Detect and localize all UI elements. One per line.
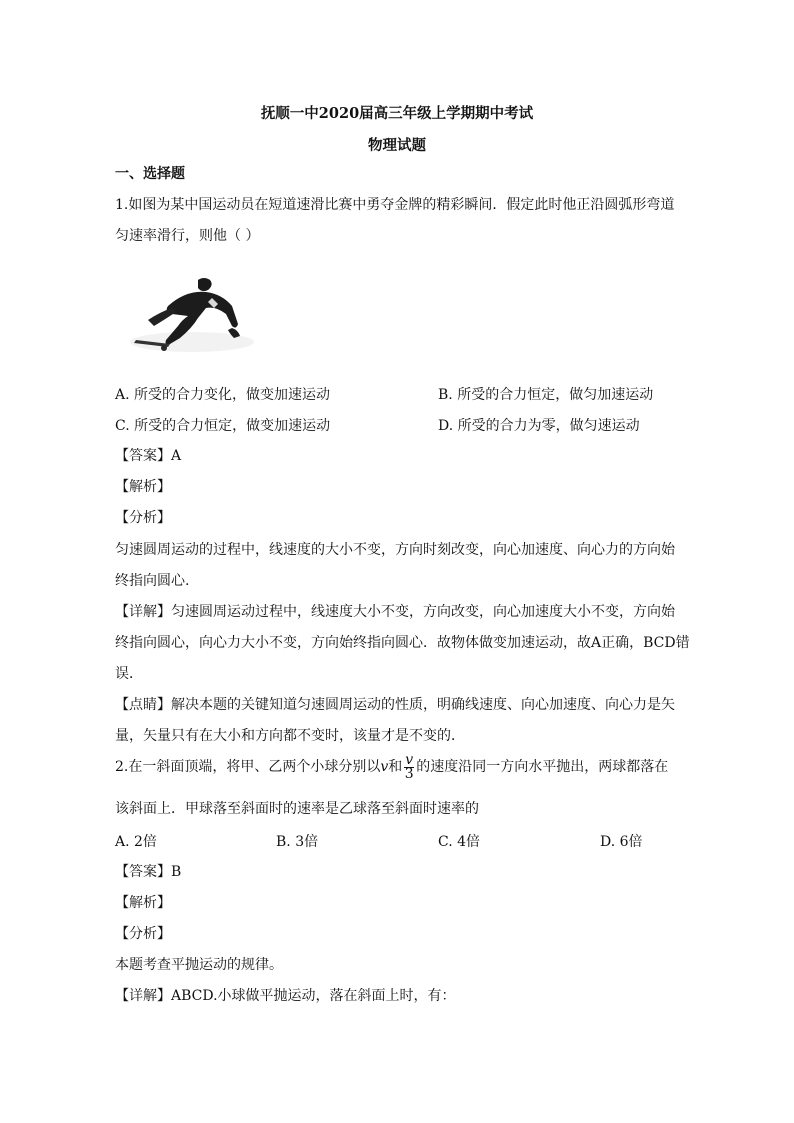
q2-fraction <box>404 751 414 782</box>
q1-option-d: D. 所受的合力为零，做匀速运动 <box>438 418 640 434</box>
q2-stem-pre: 2.在一斜面顶端，将甲、乙两个小球分别以 <box>115 759 381 775</box>
q1-option-a: A. 所受的合力变化，做变加速运动 <box>115 387 331 403</box>
q2-xiangjie-text1: ABCD.小球做平抛运动，落在斜面上时，有： <box>171 988 456 1004</box>
q1-fenxi-line1: 匀速圆周运动的过程中，线速度的大小不变，方向时刻改变，向心加速度、向心力的方向始 <box>115 542 675 558</box>
q2-xiangjie-line1 <box>115 986 456 1006</box>
q1-stem-line1: 1.如图为某中国运动员在短道速滑比赛中勇夺金牌的精彩瞬间．假定此时他正沿圆弧形弯道 <box>115 197 675 213</box>
q1-fenxi-line2: 终指向圆心. <box>115 573 190 589</box>
exam-subtitle: 物理试题 <box>368 137 426 154</box>
q2-answer: 【答案】B <box>115 864 182 880</box>
q1-dianjing-line1 <box>115 695 675 715</box>
q1-dianjing-text1: 解决本题的关键知道匀速圆周运动的性质，明确线速度、向心加速度、向心力是矢 <box>171 697 675 713</box>
q2-stem-line2: 该斜面上．甲球落至斜面时的速率是乙球落至斜面时速率的 <box>115 801 479 817</box>
q2-option-c: C. 4倍 <box>438 834 481 850</box>
q1-option-c: C. 所受的合力恒定，做变加速运动 <box>115 418 331 434</box>
section-heading: 一、选择题 <box>115 166 185 182</box>
q1-stem-line2: 匀速率滑行，则他（ ） <box>115 228 260 244</box>
q1-dianjing-tag: 【点睛】 <box>115 697 171 713</box>
q1-dianjing-line2: 量，矢量只有在大小和方向都不变时，该量才是不变的． <box>115 728 465 744</box>
q2-xiangjie-tag: 【详解】 <box>115 988 171 1004</box>
q1-xiangjie-line3: 误． <box>115 666 143 682</box>
q1-option-b: B. 所受的合力恒定，做匀加速运动 <box>438 387 654 403</box>
q1-xiangjie-line2: 终指向圆心，向心力大小不变，方向始终指向圆心．故物体做变加速运动，故A正确，BCD错 <box>115 635 690 651</box>
q2-stem-and: 和 <box>388 759 403 775</box>
q2-var-v: v <box>380 759 389 775</box>
q2-stem-line1 <box>115 752 668 782</box>
q2-option-b: B. 3倍 <box>276 834 319 850</box>
q2-frac-num: v <box>405 751 414 768</box>
q1-xiangjie-text1: 匀速圆周运动过程中，线速度大小不变，方向改变，向心加速度大小不变，方向始 <box>171 604 675 620</box>
q2-stem-post: 的速度沿同一方向水平抛出，两球都落在 <box>416 759 669 775</box>
exam-title: 抚顺一中2020届高三年级上学期期中考试 <box>260 105 534 122</box>
q2-fenxi-line1: 本题考查平抛运动的规律。 <box>115 957 283 973</box>
q2-option-d: D. 6倍 <box>600 834 643 850</box>
q2-option-a: A. 2倍 <box>115 834 157 850</box>
q1-answer: 【答案】A <box>115 448 182 464</box>
q2-fenxi-tag: 【分析】 <box>115 926 171 942</box>
speed-skater-image <box>128 268 256 354</box>
q2-frac-den: 3 <box>404 765 414 782</box>
q2-jiexi-tag: 【解析】 <box>115 895 171 911</box>
q1-xiangjie-tag: 【详解】 <box>115 604 171 620</box>
q1-fenxi-tag: 【分析】 <box>115 510 171 526</box>
q1-jiexi-tag: 【解析】 <box>115 479 171 495</box>
q1-xiangjie-line1 <box>115 602 675 622</box>
